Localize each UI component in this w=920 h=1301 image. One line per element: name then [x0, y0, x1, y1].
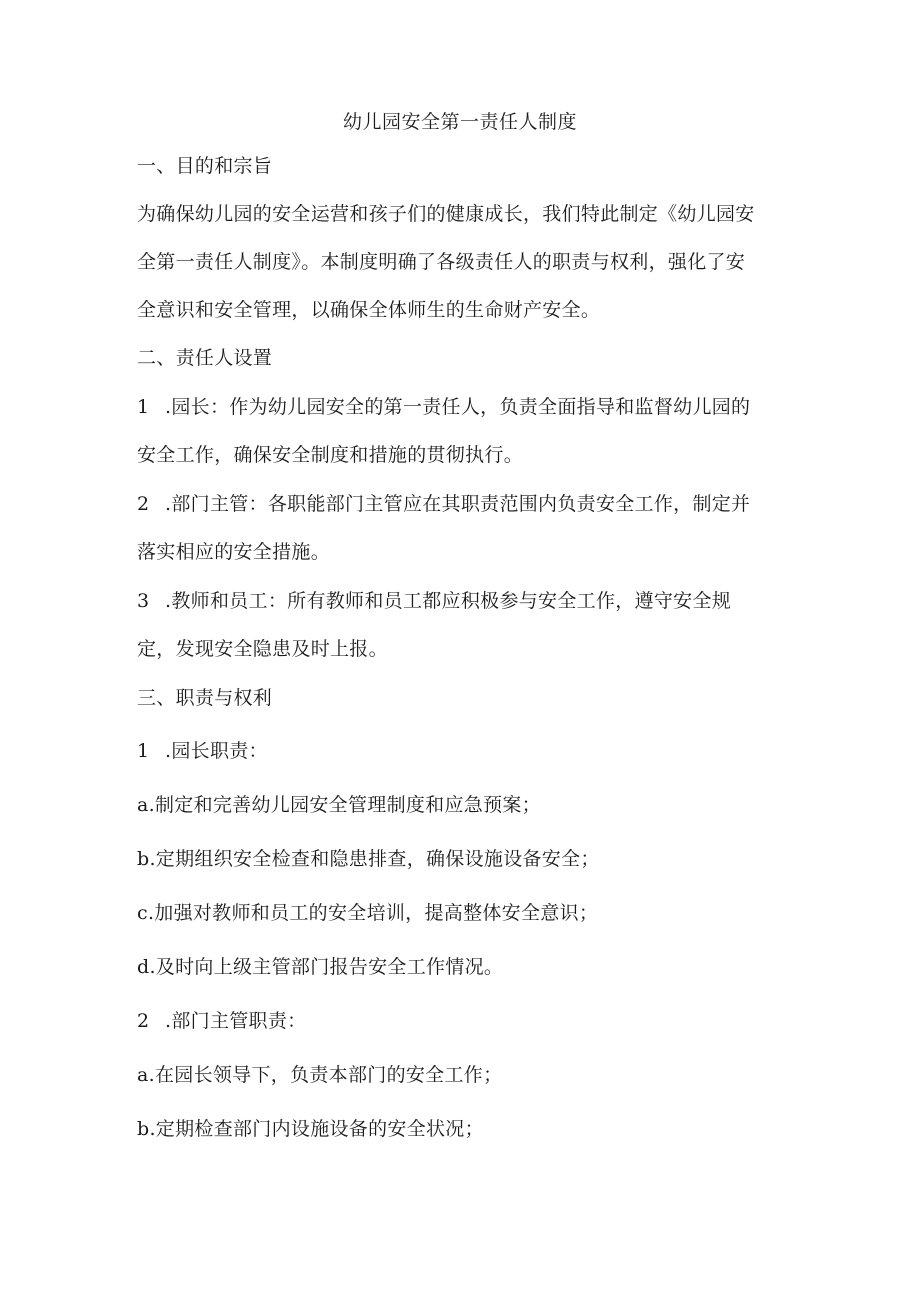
list-item-continuation: 安全工作，确保安全制度和措施的贯彻执行。: [137, 444, 524, 466]
section-heading-responsible-persons: 二、责任人设置: [137, 347, 273, 369]
paragraph-line: 全意识和安全管理，以确保全体师生的生命财产安全。: [137, 299, 601, 321]
item-number: 3: [137, 590, 150, 612]
sub-heading: [137, 1007, 306, 1035]
sub-heading-label: .园长职责：: [165, 740, 268, 762]
list-item-continuation: 定，发现安全隐患及时上报。: [137, 638, 388, 660]
duty-item: b.定期检查部门内设施设备的安全状况；: [137, 1118, 484, 1140]
duty-item: b.定期组织安全检查和隐患排查，确保设施设备安全；: [137, 848, 600, 870]
item-text: .部门主管：各职能部门主管应在其职责范围内负责安全工作，制定并: [165, 493, 751, 515]
list-item: [137, 393, 750, 421]
item-number: 2: [137, 1010, 150, 1032]
item-number: 1: [137, 396, 150, 418]
duty-item: c.加强对教师和员工的安全培训，提高整体安全意识；: [137, 902, 599, 924]
section-heading-duties-rights: 三、职责与权利: [137, 687, 273, 709]
list-item: [137, 587, 731, 615]
document-title: 幼儿园安全第一责任人制度: [342, 111, 577, 133]
list-item: [137, 490, 750, 518]
item-text: .园长：作为幼儿园安全的第一责任人，负责全面指导和监督幼儿园的: [165, 396, 751, 418]
duty-item: a.在园长领导下，负责本部门的安全工作；: [137, 1064, 503, 1086]
item-text: .教师和员工：所有教师和员工都应积极参与安全工作，遵守安全规: [165, 590, 732, 612]
sub-heading-label: .部门主管职责：: [165, 1010, 307, 1032]
section-heading-purpose: 一、目的和宗旨: [137, 155, 273, 177]
sub-heading: [137, 737, 268, 765]
item-number: 2: [137, 493, 150, 515]
duty-item: a.制定和完善幼儿园安全管理制度和应急预案；: [137, 794, 541, 816]
duty-item: d.及时向上级主管部门报告安全工作情况。: [137, 956, 504, 978]
list-item-continuation: 落实相应的安全措施。: [137, 541, 331, 563]
paragraph-line: 全第一责任人制度》。本制度明确了各级责任人的职责与权利，强化了安: [137, 251, 746, 273]
paragraph-line: 为确保幼儿园的安全运营和孩子们的健康成长，我们特此制定《幼儿园安: [137, 203, 755, 225]
item-number: 1: [137, 740, 150, 762]
